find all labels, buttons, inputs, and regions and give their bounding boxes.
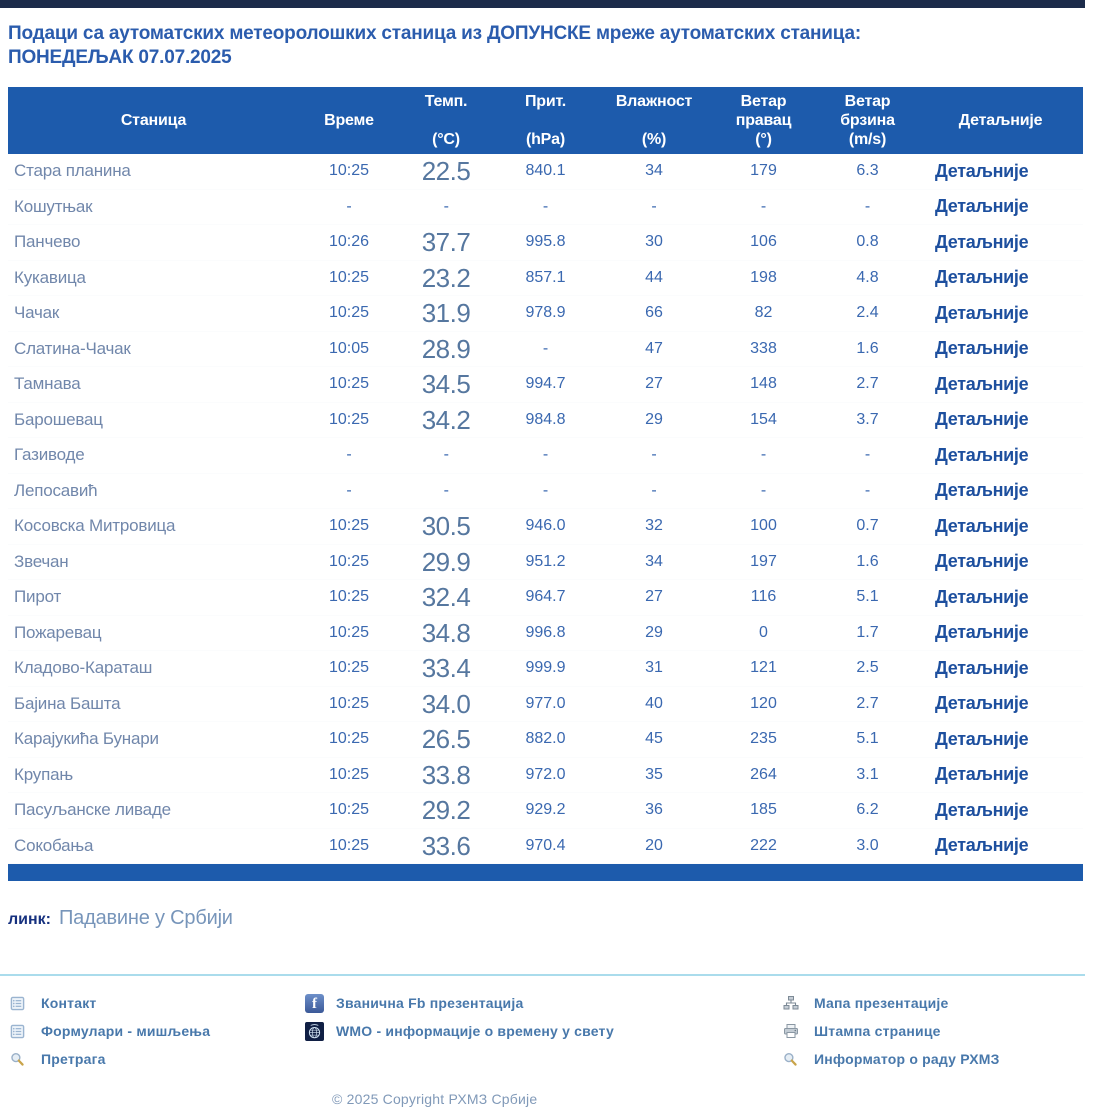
station-name: Стара планина <box>8 154 299 189</box>
pressure-value: 840.1 <box>493 154 598 189</box>
time-value: 10:25 <box>299 402 399 438</box>
wind-direction-value: 338 <box>710 331 817 367</box>
time-value: 10:25 <box>299 509 399 545</box>
pressure-value: 964.7 <box>493 580 598 616</box>
table-bottom-bar <box>8 864 1083 881</box>
footer-column-right <box>783 989 1085 1073</box>
form-icon <box>10 1024 32 1039</box>
top-navy-bar <box>0 0 1085 8</box>
humidity-value: 27 <box>598 367 710 403</box>
wind-speed-value: 1.6 <box>817 544 918 580</box>
station-name: Бајина Башта <box>8 686 299 722</box>
humidity-value: 32 <box>598 509 710 545</box>
temperature-value: 26.5 <box>399 722 493 758</box>
time-value: 10:25 <box>299 154 399 189</box>
temperature-value: - <box>399 473 493 509</box>
table-row <box>8 438 1083 474</box>
footer-link[interactable]: Штампа странице <box>783 1017 1085 1045</box>
time-value: 10:25 <box>299 367 399 403</box>
station-name: Крупањ <box>8 757 299 793</box>
temperature-value: 30.5 <box>399 509 493 545</box>
station-name: Пасуљанске ливаде <box>8 793 299 829</box>
station-name: Лепосавић <box>8 473 299 509</box>
details-link[interactable]: Детаљније <box>935 267 1029 288</box>
table-row <box>8 296 1083 332</box>
pressure-value: 972.0 <box>493 757 598 793</box>
page-title-line1: Подаци са аутоматских метеоролошких станица из ДОПУНСКЕ мреже аутоматских станица: <box>8 23 861 44</box>
link-row <box>8 907 1085 930</box>
column-header-pressure: Прит. (hPa) <box>525 93 566 148</box>
details-link[interactable]: Детаљније <box>935 622 1029 643</box>
details-link[interactable]: Детаљније <box>935 160 1029 181</box>
time-value: - <box>299 438 399 474</box>
temperature-value: 34.5 <box>399 367 493 403</box>
table-row <box>8 154 1083 189</box>
wind-direction-value: 116 <box>710 580 817 616</box>
pressure-value: - <box>493 473 598 509</box>
wind-direction-value: 148 <box>710 367 817 403</box>
time-value: 10:25 <box>299 296 399 332</box>
footer <box>0 976 1085 1073</box>
pressure-value: 994.7 <box>493 367 598 403</box>
wind-speed-value: 6.3 <box>817 154 918 189</box>
temperature-value: 22.5 <box>399 154 493 189</box>
time-value: 10:25 <box>299 722 399 758</box>
footer-link[interactable]: f Званична Fb презентација <box>305 989 783 1017</box>
humidity-value: - <box>598 473 710 509</box>
time-value: - <box>299 473 399 509</box>
time-value: 10:25 <box>299 580 399 616</box>
table-row <box>8 828 1083 864</box>
station-name: Чачак <box>8 296 299 332</box>
wind-direction-value: 0 <box>710 615 817 651</box>
wind-speed-value: 2.7 <box>817 686 918 722</box>
temperature-value: 29.2 <box>399 793 493 829</box>
table-row <box>8 331 1083 367</box>
temperature-value: - <box>399 438 493 474</box>
pressure-value: - <box>493 331 598 367</box>
footer-link[interactable]: Мапа презентације <box>783 989 1085 1017</box>
wmo-icon <box>305 1022 327 1041</box>
wind-speed-value: 3.7 <box>817 402 918 438</box>
pressure-value: 951.2 <box>493 544 598 580</box>
humidity-value: 45 <box>598 722 710 758</box>
wind-direction-value: 264 <box>710 757 817 793</box>
wind-speed-value: 5.1 <box>817 580 918 616</box>
temperature-value: 29.9 <box>399 544 493 580</box>
wind-speed-value: 6.2 <box>817 793 918 829</box>
wind-direction-value: 197 <box>710 544 817 580</box>
search-icon <box>783 1052 805 1067</box>
details-link[interactable]: Детаљније <box>935 480 1029 501</box>
footer-column-middle <box>305 989 783 1073</box>
wind-direction-value: 179 <box>710 154 817 189</box>
temperature-value: 34.8 <box>399 615 493 651</box>
station-name: Кладово-Караташ <box>8 651 299 687</box>
time-value: 10:25 <box>299 793 399 829</box>
details-link[interactable]: Детаљније <box>935 444 1029 465</box>
copyright: © 2025 Copyright РХМЗ Србије <box>332 1091 538 1107</box>
column-header-wind-direction: Ветар правац (°) <box>735 93 792 148</box>
temperature-value: 28.9 <box>399 331 493 367</box>
humidity-value: 40 <box>598 686 710 722</box>
humidity-value: 66 <box>598 296 710 332</box>
temperature-value: 34.2 <box>399 402 493 438</box>
details-link[interactable]: Детаљније <box>935 196 1029 217</box>
table-row <box>8 260 1083 296</box>
humidity-value: 29 <box>598 402 710 438</box>
station-name: Кукавица <box>8 260 299 296</box>
pressure-value: 929.2 <box>493 793 598 829</box>
temperature-value: 23.2 <box>399 260 493 296</box>
search-icon <box>10 1052 32 1067</box>
wind-direction-value: 120 <box>710 686 817 722</box>
table-row <box>8 402 1083 438</box>
humidity-value: 27 <box>598 580 710 616</box>
details-link[interactable]: Детаљније <box>935 551 1029 572</box>
time-value: 10:25 <box>299 686 399 722</box>
station-name: Пожаревац <box>8 615 299 651</box>
wind-speed-value: - <box>817 473 918 509</box>
table-row <box>8 722 1083 758</box>
wind-speed-value: - <box>817 189 918 225</box>
time-value: 10:26 <box>299 225 399 261</box>
humidity-value: 34 <box>598 154 710 189</box>
details-link[interactable]: Детаљније <box>935 764 1029 785</box>
humidity-value: 47 <box>598 331 710 367</box>
wind-speed-value: 3.1 <box>817 757 918 793</box>
table-row <box>8 189 1083 225</box>
stations-table <box>8 87 1083 864</box>
temperature-value: 33.4 <box>399 651 493 687</box>
details-link[interactable]: Детаљније <box>935 657 1029 678</box>
humidity-value: 44 <box>598 260 710 296</box>
time-value: 10:25 <box>299 615 399 651</box>
temperature-value: 33.6 <box>399 828 493 864</box>
humidity-value: 31 <box>598 651 710 687</box>
humidity-value: 30 <box>598 225 710 261</box>
time-value: - <box>299 189 399 225</box>
form-icon <box>10 996 32 1011</box>
wind-speed-value: 2.5 <box>817 651 918 687</box>
time-value: 10:25 <box>299 544 399 580</box>
station-name: Тамнава <box>8 367 299 403</box>
table-row <box>8 544 1083 580</box>
footer-link[interactable]: Формулари - мишљења <box>10 1017 305 1045</box>
station-name: Слатина-Чачак <box>8 331 299 367</box>
wind-direction-value: 82 <box>710 296 817 332</box>
wind-direction-value: - <box>710 189 817 225</box>
column-header-humidity: Влажност (%) <box>615 93 693 148</box>
wind-speed-value: 0.8 <box>817 225 918 261</box>
column-header-station: Станица <box>120 112 187 129</box>
details-link[interactable]: Детаљније <box>935 302 1029 323</box>
wind-speed-value: 0.7 <box>817 509 918 545</box>
temperature-value: 32.4 <box>399 580 493 616</box>
table-row <box>8 793 1083 829</box>
wind-speed-value: 1.7 <box>817 615 918 651</box>
sitemap-icon <box>783 995 805 1011</box>
precipitation-link[interactable]: Падавине у Србији <box>59 907 233 929</box>
page-title-line2: ПОНЕДЕЉАК 07.07.2025 <box>8 47 232 68</box>
details-link[interactable]: Детаљније <box>935 728 1029 749</box>
details-link[interactable]: Детаљније <box>935 409 1029 430</box>
wind-direction-value: - <box>710 473 817 509</box>
table-row <box>8 367 1083 403</box>
printer-icon <box>783 1023 805 1039</box>
footer-link[interactable]: Претрага <box>10 1045 305 1073</box>
pressure-value: - <box>493 438 598 474</box>
temperature-value: - <box>399 189 493 225</box>
time-value: 10:05 <box>299 331 399 367</box>
wind-direction-value: 222 <box>710 828 817 864</box>
table-row <box>8 651 1083 687</box>
time-value: 10:25 <box>299 828 399 864</box>
link-label: линк: <box>8 911 51 928</box>
facebook-icon: f <box>305 994 327 1013</box>
temperature-value: 31.9 <box>399 296 493 332</box>
table-row <box>8 509 1083 545</box>
wind-speed-value: 3.0 <box>817 828 918 864</box>
wind-direction-value: 106 <box>710 225 817 261</box>
pressure-value: 996.8 <box>493 615 598 651</box>
station-name: Сокобања <box>8 828 299 864</box>
time-value: 10:25 <box>299 260 399 296</box>
pressure-value: 977.0 <box>493 686 598 722</box>
pressure-value: 857.1 <box>493 260 598 296</box>
humidity-value: 35 <box>598 757 710 793</box>
details-link[interactable]: Детаљније <box>935 515 1029 536</box>
pressure-value: 882.0 <box>493 722 598 758</box>
temperature-value: 37.7 <box>399 225 493 261</box>
wind-direction-value: 154 <box>710 402 817 438</box>
details-link[interactable]: Детаљније <box>935 693 1029 714</box>
table-row <box>8 225 1083 261</box>
temperature-value: 34.0 <box>399 686 493 722</box>
humidity-value: 29 <box>598 615 710 651</box>
wind-direction-value: 235 <box>710 722 817 758</box>
wind-direction-value: 185 <box>710 793 817 829</box>
wind-direction-value: 121 <box>710 651 817 687</box>
column-header-temperature: Темп. (°C) <box>424 93 468 148</box>
pressure-value: 970.4 <box>493 828 598 864</box>
footer-column-left <box>10 989 305 1073</box>
pressure-value: 946.0 <box>493 509 598 545</box>
wind-speed-value: 1.6 <box>817 331 918 367</box>
column-header-details: Детаљније <box>958 112 1043 129</box>
temperature-value: 33.8 <box>399 757 493 793</box>
wind-speed-value: 2.7 <box>817 367 918 403</box>
humidity-value: - <box>598 189 710 225</box>
station-name: Газиводе <box>8 438 299 474</box>
wind-direction-value: - <box>710 438 817 474</box>
details-link[interactable]: Детаљније <box>935 231 1029 252</box>
time-value: 10:25 <box>299 651 399 687</box>
station-name: Пирот <box>8 580 299 616</box>
table-row <box>8 473 1083 509</box>
pressure-value: 995.8 <box>493 225 598 261</box>
station-name: Кошутњак <box>8 189 299 225</box>
footer-link[interactable]: WMO - информације о времену у свету <box>305 1017 783 1045</box>
footer-link[interactable]: Контакт <box>10 989 305 1017</box>
details-link[interactable]: Детаљније <box>935 799 1029 820</box>
table-row <box>8 615 1083 651</box>
pressure-value: 978.9 <box>493 296 598 332</box>
pressure-value: 999.9 <box>493 651 598 687</box>
wind-direction-value: 198 <box>710 260 817 296</box>
details-link[interactable]: Детаљније <box>935 338 1029 359</box>
humidity-value: - <box>598 438 710 474</box>
wind-speed-value: - <box>817 438 918 474</box>
table-row <box>8 757 1083 793</box>
station-name: Косовска Митровица <box>8 509 299 545</box>
details-link[interactable]: Детаљније <box>935 835 1029 856</box>
humidity-value: 36 <box>598 793 710 829</box>
station-name: Панчево <box>8 225 299 261</box>
pressure-value: - <box>493 189 598 225</box>
wind-speed-value: 2.4 <box>817 296 918 332</box>
column-header-time: Време <box>324 112 374 129</box>
table-header-row <box>8 87 1083 154</box>
humidity-value: 34 <box>598 544 710 580</box>
details-link[interactable]: Детаљније <box>935 586 1029 607</box>
table-row <box>8 686 1083 722</box>
wind-speed-value: 4.8 <box>817 260 918 296</box>
details-link[interactable]: Детаљније <box>935 373 1029 394</box>
table-row <box>8 580 1083 616</box>
humidity-value: 20 <box>598 828 710 864</box>
footer-link[interactable]: Информатор о раду РХМЗ <box>783 1045 1085 1073</box>
station-name: Барошевац <box>8 402 299 438</box>
time-value: 10:25 <box>299 757 399 793</box>
station-name: Карајукића Бунари <box>8 722 299 758</box>
wind-direction-value: 100 <box>710 509 817 545</box>
page-title <box>8 22 1085 70</box>
wind-speed-value: 5.1 <box>817 722 918 758</box>
column-header-wind-speed: Ветар брзина (m/s) <box>840 93 895 148</box>
pressure-value: 984.8 <box>493 402 598 438</box>
station-name: Звечан <box>8 544 299 580</box>
